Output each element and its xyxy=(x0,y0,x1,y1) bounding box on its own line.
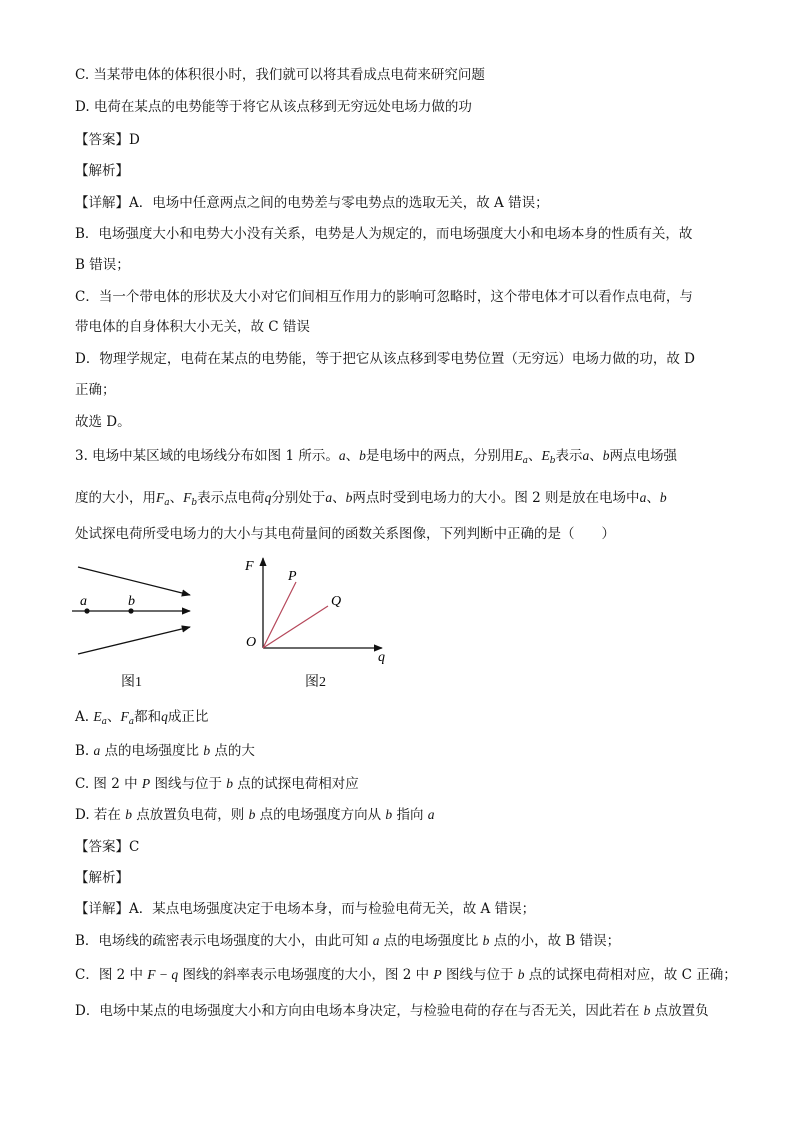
axis-label-q: q xyxy=(378,650,385,665)
q3-detail-d: D．电场中某点的电场强度大小和方向由电场本身决定，与检验电荷的存在与否无关，因此若在 b 点放置负 xyxy=(75,1003,709,1019)
label-b: b xyxy=(128,594,135,609)
q3-detail-a: 【详解】A．某点电场强度决定于电场本身，而与检验电荷无关，故 A 错误； xyxy=(75,901,536,917)
q3-option-a: A. $E_a$、$F_a$都和q成正比 xyxy=(75,709,209,727)
prev-detail-d-2: 正确； xyxy=(75,382,116,398)
q3-stem-line-1: 3. 电场中某区域的电场线分布如图 1 所示。a、b是电场中的两点，分别用$E_a$、$E_b$表示a、b两点电场强 xyxy=(75,448,677,466)
q3-analysis-label: 【解析】 xyxy=(75,870,129,886)
prev-option-d: D. 电荷在某点的电势能等于将它从该点移到无穷远处电场力做的功 xyxy=(75,99,472,115)
line-P xyxy=(263,582,296,648)
origin-O: O xyxy=(246,635,257,650)
prev-detail-d-1: D．物理学规定，电荷在某点的电势能，等于把它从该点移到零电势位置（无穷远）电场力做的功，故 D xyxy=(75,351,695,367)
point-a xyxy=(84,608,89,613)
prev-detail-c-1: C．当一个带电体的形状及大小对它们间相互作用力的影响可忽略时，这个带电体才可以看作点电荷，与 xyxy=(75,289,693,305)
line-Q xyxy=(263,606,328,648)
figure-2-graph xyxy=(240,550,400,668)
prev-detail-a: 【详解】A．电场中任意两点之间的电势差与零电势点的选取无关，故 A 错误； xyxy=(75,195,549,211)
prev-option-c: C. 当某带电体的体积很小时，我们就可以将其看成点电荷来研究问题 xyxy=(75,67,485,83)
label-a: a xyxy=(80,594,87,609)
prev-detail-b-1: B．电场强度大小和电势大小没有关系，电势是人为规定的，而电场强度大小和电场本身的性质有关，故 xyxy=(75,226,693,242)
q3-stem-line-2: 度的大小，用$F_a$、$F_b$表示点电荷q分别处于a、b两点时受到电场力的大小。图 2 则是放在电场中a、b xyxy=(75,490,667,508)
prev-detail-c-2: 带电体的自身体积大小无关，故 C 错误 xyxy=(75,319,310,335)
label-P: P xyxy=(288,569,297,584)
figure-1-field-lines xyxy=(68,558,198,663)
prev-detail-b-2: B 错误； xyxy=(75,257,130,273)
prev-analysis-label: 【解析】 xyxy=(75,163,129,179)
point-b xyxy=(128,608,133,613)
prev-answer: 【答案】D xyxy=(75,132,140,148)
q3-option-d: D. 若在 b 点放置负电荷，则 b 点的电场强度方向从 b 指向 a xyxy=(75,807,435,823)
prev-conclusion: 故选 D。 xyxy=(75,414,131,430)
q3-detail-c: C．图 2 中 F − q 图线的斜率表示电场强度的大小，图 2 中 P 图线与位于 b 点的试探电荷相对应，故 C 正确； xyxy=(75,967,737,983)
q3-answer: 【答案】C xyxy=(75,839,140,855)
q3-detail-b: B．电场线的疏密表示电场强度的大小，由此可知 a 点的电场强度比 b 点的小，故 B 错误； xyxy=(75,933,621,949)
q3-option-c: C. 图 2 中 P 图线与位于 b 点的试探电荷相对应 xyxy=(75,776,359,792)
figure-1-caption: 图1 xyxy=(121,675,142,690)
figure-2-caption: 图2 xyxy=(305,675,326,690)
q3-stem-line-3: 处试探电荷所受电场力的大小与其电荷量间的函数关系图像，下列判断中正确的是（ ） xyxy=(75,526,615,542)
axis-label-F: F xyxy=(245,559,254,574)
q3-option-b: B. a 点的电场强度比 b 点的大 xyxy=(75,743,255,759)
field-line-top xyxy=(78,567,190,595)
field-line-bottom xyxy=(78,627,190,654)
label-Q: Q xyxy=(331,594,342,609)
